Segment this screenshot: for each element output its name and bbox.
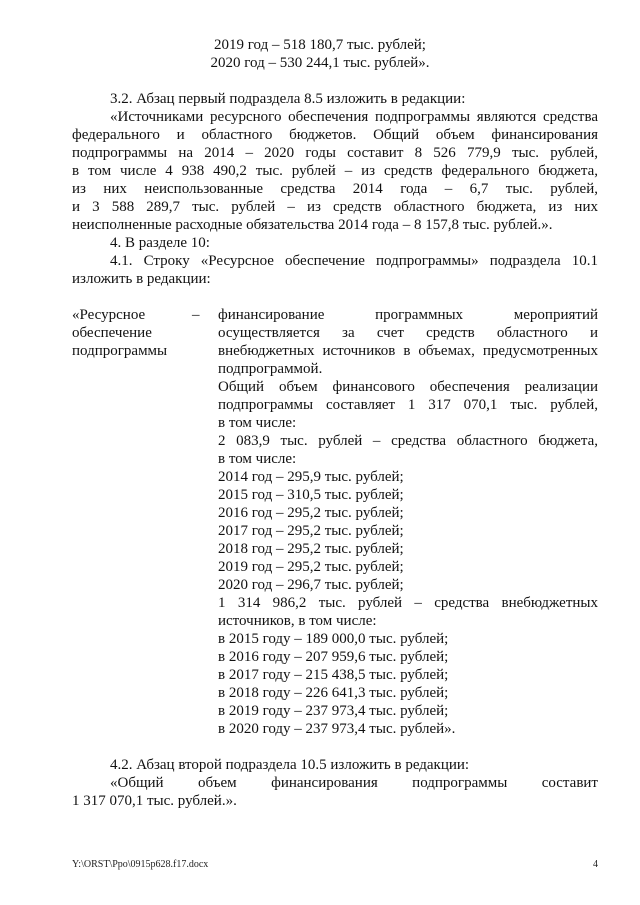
table-right-line: в том числе: [218,451,297,467]
table-left-line: обеспечение [72,325,152,341]
sec32-heading: 3.2. Абзац первый подраздела 8.5 изложить в редакции: [110,91,466,107]
table-right-line: в том числе: [218,415,297,431]
sec41-line-2: изложить в редакции: [72,271,211,287]
table-year-line: 2015 год – 310,5 тыс. рублей; [218,487,404,503]
table-left-line: «Ресурсное [72,307,146,323]
table-year-line: 2016 год – 295,2 тыс. рублей; [218,505,404,521]
top-line-2: 2020 год – 530 244,1 тыс. рублей». [210,55,430,71]
footer-file-path: Y:\ORST\Ppo\0915p628.f17.docx [72,859,209,870]
table-year2-line: в 2015 году – 189 000,0 тыс. рублей; [218,631,449,647]
sec42-heading: 4.2. Абзац второй подраздела 10.5 изложить в редакции: [110,757,470,773]
table-left-line: подпрограммы [72,343,168,359]
sec32-line: федерального и областного бюджетов. Общий объем финансирования [72,127,598,143]
sec32-line: и 3 588 289,7 тыс. рублей – из средств областного бюджета, из них [72,199,598,215]
table-year-line: 2018 год – 295,2 тыс. рублей; [218,541,404,557]
table-year2-line: в 2017 году – 215 438,5 тыс. рублей; [218,667,449,683]
sec42-line-1: «Общий объем финансирования подпрограммы составит [110,775,598,791]
table-right-line: 2 083,9 тыс. рублей – средства областного бюджета, [218,433,598,449]
sec32-line: неисполненные расходные обязательства 2014 года – 8 157,8 тыс. рублей.». [72,217,553,233]
table-dash: – [192,307,200,323]
table-year-line: 2014 год – 295,9 тыс. рублей; [218,469,404,485]
table-right-line: источников, в том числе: [218,613,377,629]
table-right-line: 1 314 986,2 тыс. рублей – средства внебюджетных [218,595,598,611]
sec42-line-2: 1 317 070,1 тыс. рублей.». [72,793,237,809]
top-line-1: 2019 год – 518 180,7 тыс. рублей; [214,37,426,53]
table-year-line: 2020 год – 296,7 тыс. рублей; [218,577,404,593]
sec32-line: из них неиспользованные средства 2014 года – 6,7 тыс. рублей, [72,181,598,197]
table-year2-line: в 2016 году – 207 959,6 тыс. рублей; [218,649,449,665]
table-right-line: внебюджетных источников в объемах, предусмотренных [218,343,598,359]
sec32-line: в том числе 4 938 490,2 тыс. рублей – из средств федерального бюджета, [72,163,598,179]
sec41-line-1: 4.1. Строку «Ресурсное обеспечение подпрограммы» подраздела 10.1 [110,253,598,269]
table-right-line: подпрограммы составляет 1 317 070,1 тыс. рублей, [218,397,598,413]
table-year2-line: в 2020 году – 237 973,4 тыс. рублей». [218,721,456,737]
table-year-line: 2019 год – 295,2 тыс. рублей; [218,559,404,575]
table-right-line: подпрограммой. [218,361,323,377]
sec32-line: «Источниками ресурсного обеспечения подпрограммы являются средства [110,109,598,125]
page-number: 4 [593,859,598,870]
table-right-line: осуществляется за счет средств областного и [218,325,598,341]
table-right-line: Общий объем финансового обеспечения реализации [218,379,598,395]
table-year2-line: в 2018 году – 226 641,3 тыс. рублей; [218,685,449,701]
table-right-line: финансирование программных мероприятий [218,307,598,323]
table-year-line: 2017 год – 295,2 тыс. рублей; [218,523,404,539]
sec32-line: подпрограммы на 2014 – 2020 годы составит 8 526 779,9 тыс. рублей, [72,145,598,161]
sec4-heading: 4. В разделе 10: [110,235,210,251]
table-year2-line: в 2019 году – 237 973,4 тыс. рублей; [218,703,449,719]
